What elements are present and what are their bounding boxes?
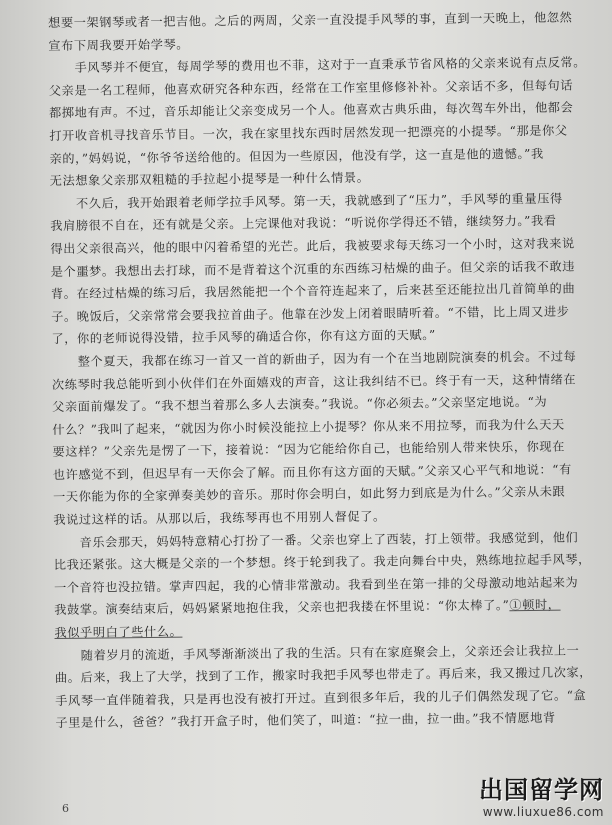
text-line: 音乐会那天，妈妈特意精心打扮了一番。父亲也穿上了西装，打上领带。我感觉到，他们 [79, 530, 579, 550]
watermark-url: www.liuxue86.com [482, 805, 604, 819]
text-line: 我肩膀很不自在，还有就是父亲。上完课他对我说：“听说你学得还不错，继续努力。”我看 [50, 214, 557, 234]
text-line: 子。晚饭后，父亲常常会要我拉首曲子。他靠在沙发上闭着眼睛听着。“不错，比上周又进步 [51, 304, 570, 324]
text-line: 一个音符也没拉错。掌声四起，我的心情非常激动。我看到坐在第一排的父母激动地站起来为 [53, 575, 579, 595]
text-line: 也许感觉不到，但迟早有一天你会了解。而且你有这方面的天赋。”父亲又心平气和地说：“有 [52, 462, 572, 482]
article-body [48, 6, 596, 735]
underlined-sentence: ①顿时， [509, 598, 561, 613]
text-line: 是个噩梦。我想出去打球，而不是背着这个沉重的东西练习枯燥的曲子。但父亲的话我不敢违 [50, 259, 576, 279]
underlined-sentence: 我似乎明白了些什么。 [54, 624, 183, 640]
text-line: 子里是什么，爸爸？”我打开盒子时，他们笑了，叫道：“拉一曲，拉一曲。”我不情愿地背 [55, 711, 556, 731]
text-line: 曲。后来，我上了大学，找到了工作，搬家时我把手风琴也带走了。再后来，我又搬过几次家， [54, 665, 593, 686]
page-number: 6 [62, 802, 69, 815]
text-line: 我鼓掌。演奏结束后，妈妈紧紧地抱住我，父亲也把我搂在怀里说：“你太棒了。”①顿时， [54, 598, 561, 618]
text-line: 了，你的老师说得没错，拉手风琴的确适合你，你有这方面的天赋。” [51, 328, 436, 347]
text-line: 无法想象父亲那双粗糙的手拉起小提琴是一种什么情景。 [49, 170, 370, 189]
text-line: 父亲是一名工程师，他喜欢研究各种东西，经常在工作室里修修补补。父亲话不多，但每句话 [48, 78, 574, 98]
text-line: 次练琴时我总能听到小伙伴们在外面嬉戏的声音，这让我纠结不已。终于有一天，这种情绪在 [51, 371, 577, 392]
text-line: 不久后，我开始跟着老师学拉手风琴。第一天，我就感到了“压力”，手风琴的重量压得 [75, 191, 563, 211]
text-line: 整个夏天，我都在练习一首又一首的新曲子，因为有一个在当地剧院演奏的机会。不过每 [77, 349, 577, 369]
text-line: 宣布下周我要开始学琴。 [48, 37, 190, 53]
text-line: 我说过这样的话。从那以后，我练琴再也不用别人督促了。 [53, 509, 386, 528]
text-line: 得出父亲很高兴，他的眼中闪着希望的光芒。此后，我被要求每天练习一个小时，这对我来说 [50, 236, 575, 256]
text-line: 一天你能为你的全家弹奏美妙的音乐。那时你会明白，如此努力到底是为什么。”父亲从未跟 [53, 485, 566, 505]
text-line: 要这样？”父亲先是愣了一下，接着说：“因为它能给你自己，也能给别人带来快乐，你现在 [52, 439, 566, 460]
watermark-title: 出国留学网 [479, 776, 604, 804]
text-line: 背。在经过枯燥的练习后，我居然能把一个个音符连起来了，后来甚至还能拉出几首简单的曲 [50, 281, 576, 302]
text-line: 什么？”我叫了起来，“就因为你小时候没能拉上小提琴？你从来不用拉琴，而我为什么天天 [52, 417, 565, 437]
text-line: 亲的，”妈妈说，“你爷爷送给他的。但因为一些原因，他没有学，这一直是他的遗憾。”我 [49, 146, 544, 166]
text-line: 都掷地有声。不过，音乐却能让父亲变成另一个人。他喜欢古典乐曲，每次驾车外出，他都会 [48, 100, 574, 121]
text-line: 父亲面前爆发了。“我不想当着那么多人去演奏。”我说。“你必须去。”父亲坚定地说。“为 [52, 394, 548, 415]
text-line: 随着岁月的流逝，手风琴渐渐淡出了我的生活。只有在家庭聚会上，父亲还会让我拉上一 [80, 643, 580, 663]
text-line: 比我还紧张。这大概是父亲的一个梦想。终于轮到我了。我走向舞台中央，熟练地拉起手风琴， [53, 552, 591, 573]
text-line: 打开收音机寻找音乐节目。一次，我在家里找东西时居然发现一把漂亮的小提琴。“那是你父 [49, 123, 568, 143]
text-line: 想要一架钢琴或者一把吉他。之后的两周，父亲一直没提手风琴的事，直到一天晚上，他忽然 [48, 10, 573, 30]
watermark [479, 770, 604, 819]
text-line: 手风琴并不便宜，每周学琴的费用也不菲，这对于一直秉承节省风格的父亲来说有点反常。 [74, 55, 587, 75]
text-line: 手风琴一直伴随着我，只是再也没有被打开过。直到很多年后，我的儿子们偶然发现了它。“盒 [55, 688, 587, 708]
